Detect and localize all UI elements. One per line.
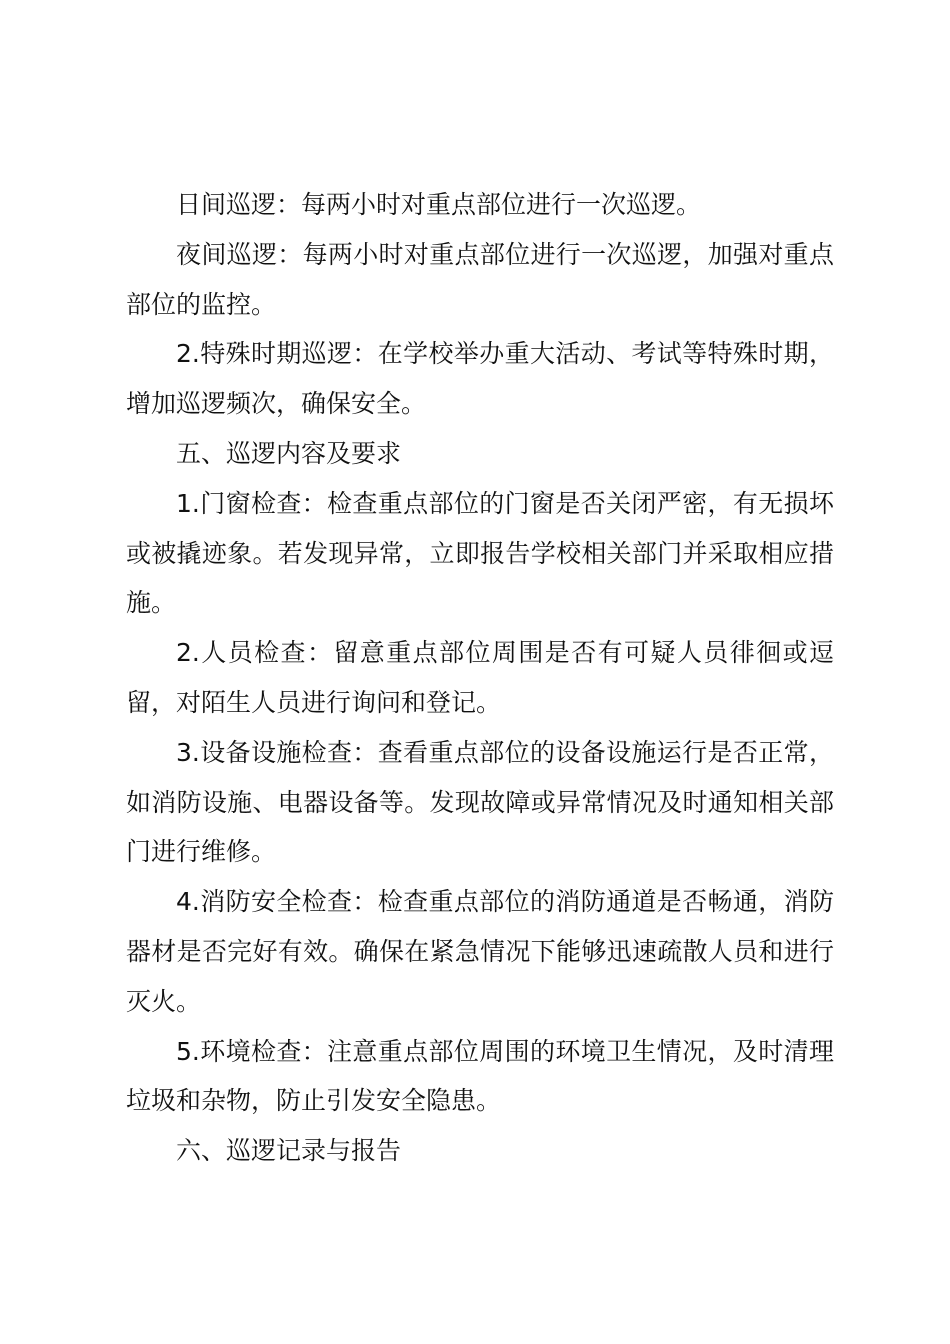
section-heading-5: 五、巡逻内容及要求	[176, 438, 402, 468]
section-heading-6: 六、巡逻记录与报告	[176, 1136, 402, 1166]
paragraph-personnel-check: 2.人员检查：留意重点部位周围是否有可疑人员徘徊或逗留，对陌生人员进行询问和登记。	[126, 638, 834, 717]
paragraph-door-window-check: 1.门窗检查：检查重点部位的门窗是否关闭严密，有无损坏或被撬迹象。若发现异常，立即报告学校相关部门并采取相应措施。	[126, 488, 834, 618]
document-body	[126, 180, 834, 1176]
paragraph-night-patrol: 夜间巡逻：每两小时对重点部位进行一次巡逻，加强对重点部位的监控。	[126, 239, 834, 319]
paragraph-environment-check: 5.环境检查：注意重点部位周围的环境卫生情况，及时清理垃圾和杂物，防止引发安全隐患。	[126, 1036, 834, 1116]
paragraph-equipment-check: 3.设备设施检查：查看重点部位的设备设施运行是否正常，如消防设施、电器设备等。发现故障或异常情况及时通知相关部门进行维修。	[126, 737, 834, 867]
paragraph-day-patrol: 日间巡逻：每两小时对重点部位进行一次巡逻。	[176, 190, 702, 219]
paragraph-fire-safety-check: 4.消防安全检查：检查重点部位的消防通道是否畅通，消防器材是否完好有效。确保在紧急情况下能够迅速疏散人员和进行灭火。	[126, 887, 834, 1016]
paragraph-special-period-patrol: 2.特殊时期巡逻：在学校举办重大活动、考试等特殊时期，增加巡逻频次，确保安全。	[126, 339, 834, 419]
